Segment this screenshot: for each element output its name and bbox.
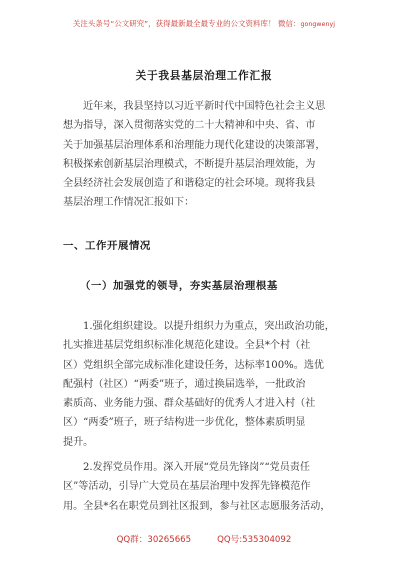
intro-line: 想为指导，深入贯彻落实党的二十大精神和中央、省、市 — [63, 120, 316, 132]
qq-group: QQ群：30265665 — [116, 535, 192, 545]
intro-line: 基层治理工作情况汇报如下： — [63, 197, 195, 209]
paragraph-line: 提升。 — [63, 436, 94, 448]
intro-line: 积极探索创新基层治理模式，不断提升基层治理效能，为 — [63, 158, 316, 170]
paragraph-line: 区”等活动，引导广大党员在基层治理中发挥先锋模范作 — [63, 481, 311, 493]
wechat-id: gongwenyj — [300, 21, 336, 28]
section-heading: 一、工作开展情况 — [63, 240, 151, 252]
paragraph-line: 2.发挥党员作用。深入开展“党员先锋岗”“党员责任 — [83, 462, 310, 473]
paragraph-line: 扎实推进基层党组织标准化规范化建设。全县*个村（社 — [63, 340, 311, 352]
intro-paragraph — [63, 97, 345, 213]
paragraph-line: 区）党组织全部完成标准化建设任务，达标率100%。选优 — [63, 359, 325, 371]
intro-line: 近年来，我县坚持以习近平新时代中国特色社会主义思 — [83, 101, 326, 112]
contact-footer — [0, 533, 408, 545]
paragraph-line: 用。全县*名在职党员到社区报到，参与社区志愿服务活动， — [63, 500, 331, 512]
paragraph-1 — [63, 317, 345, 452]
paragraph-line: 区）“两委”班子，班子结构进一步优化，整体素质明显 — [63, 417, 306, 429]
promo-banner — [0, 18, 408, 29]
paragraph-line: 1.强化组织建设。以提升组织力为重点，突出政治功能， — [83, 321, 335, 332]
subsection-heading: （一）加强党的领导，夯实基层治理根基 — [80, 280, 278, 292]
paragraph-line: 素质高、业务能力强、群众基础好的优秀人才进入村（社 — [63, 398, 316, 410]
promo-banner-text: 关注头条号“公文研究”，获得最新最全最专业的公文资料库！ 微信： — [72, 19, 301, 28]
paragraph-line: 配强村（社区）“两委”班子，通过换届选举，一批政治 — [63, 378, 306, 390]
qq-number: QQ号:535304092 — [217, 535, 292, 545]
intro-line: 全县经济社会发展创造了和谐稳定的社会环境。现将我县 — [63, 178, 316, 190]
document-title: 关于我县基层治理工作汇报 — [135, 70, 273, 82]
intro-line: 关于加强基层治理体系和治理能力现代化建设的决策部署， — [63, 139, 326, 151]
paragraph-2 — [63, 458, 345, 516]
